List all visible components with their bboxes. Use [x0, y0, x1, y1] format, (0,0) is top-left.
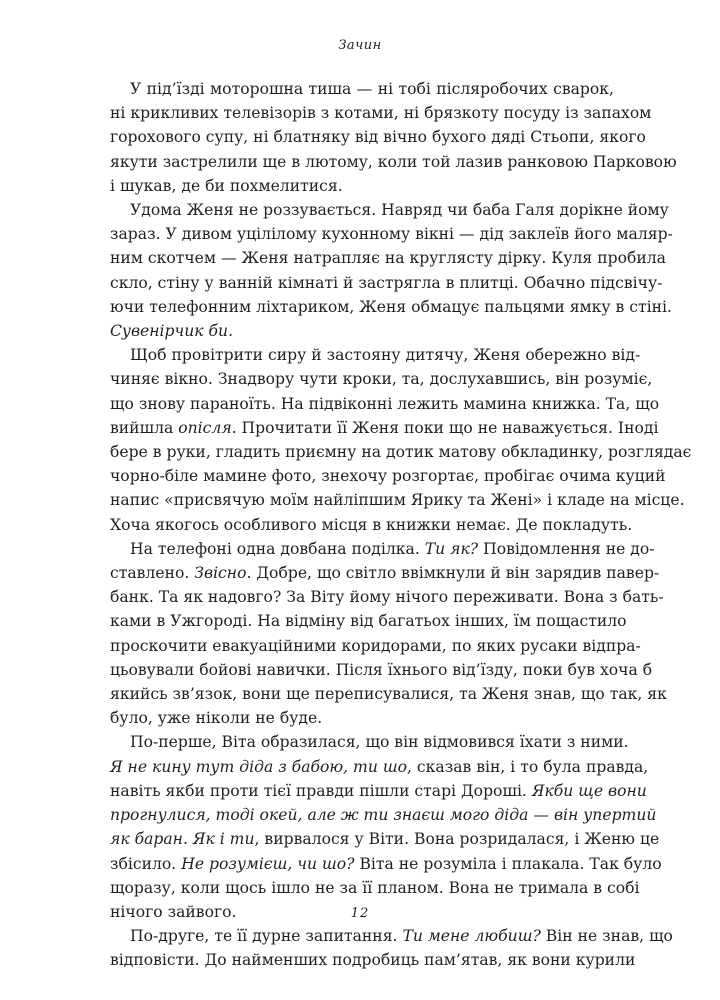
paragraph-3-line: чорно-біле мамине фото, знехочу розгортає, пробігає очима куций [110, 467, 666, 486]
page-body-text [110, 77, 692, 973]
page-number: 12 [350, 906, 370, 921]
paragraph-4-line: На телефоні одна довбана поділка. Ти як? Повідомлення не до- [130, 539, 655, 558]
paragraph-2-line: зараз. У дивом уцілілому кухонному вікні — дід заклеїв його маляр- [110, 225, 673, 244]
paragraph-2-line: ним скотчем — Женя натрапляє на круглясту дірку. Куля пробила [110, 249, 666, 268]
paragraph-3-line: бере в руки, гладить приємну на дотик матову обкладинку, розглядає [110, 443, 692, 462]
paragraph-5-line: збісило. Не розумієш, чи шо? Віта не розуміла і плакала. Так було [110, 854, 662, 873]
paragraph-1-line: горохового супу, ні блатняку від вічно бухого дяді Стьопи, якого [110, 128, 646, 147]
paragraph-1-line: ні крикливих телевізорів з котами, ні брязкоту посуду із запахом [110, 104, 652, 123]
paragraph-4-line: було, уже ніколи не буде. [110, 709, 323, 728]
paragraph-3-line: що знову параноїть. На підвіконні лежить мамина книжка. Та, що [110, 394, 660, 413]
paragraph-4-line: проскочити евакуаційними коридорами, по яких русаки відпра- [110, 636, 641, 655]
paragraph-4-line: ставлено. Звісно. Добре, що світло ввімкнули й він зарядив павер- [110, 564, 660, 583]
paragraph-2-line: скло, стіну у ванній кімнаті й застрягла в плитці. Обачно підсвічу- [110, 273, 663, 292]
paragraph-2-line: ючи телефонним ліхтариком, Женя обмацує пальцями ямку в стіні. [110, 297, 672, 316]
paragraph-5-line: навіть якби проти тієї правди пішли старі Дороші. Якби ще вони [110, 781, 647, 800]
paragraph-5-line: як баран. Як і ти, вирвалося у Віти. Вона розридалася, і Женю це [110, 830, 660, 849]
paragraph-5-line: Я не кину тут діда з бабою, ти шо, сказав він, і то була правда, [110, 757, 649, 776]
running-title: Зачин [338, 38, 382, 53]
paragraph-1-line: і шукав, де би похмелитися. [110, 176, 343, 195]
paragraph-4-line: банк. Та як надовго? За Віту йому нічого переживати. Вона з бать- [110, 588, 664, 607]
paragraph-1-line: У під’їзді моторошна тиша — ні тобі післяробочих сварок, [130, 80, 614, 98]
paragraph-1-line: якути застрелили ще в лютому, коли той лазив ранковою Парковою [110, 152, 677, 171]
paragraph-4-line: якийсь зв’язок, вони ще переписувалися, та Женя знав, що так, як [110, 685, 667, 704]
paragraph-2-line: Удома Женя не роззувається. Навряд чи баба Галя дорікне йому [130, 201, 669, 220]
paragraph-2-line: Сувенірчик би. [110, 322, 234, 341]
paragraph-5-line: По-перше, Віта образилася, що він відмовився їхати з ними. [130, 733, 629, 752]
paragraph-3-line: вийшла опісля. Прочитати її Женя поки що не наважується. Іноді [110, 418, 659, 437]
paragraph-6-line: відповісти. До найменших подробиць пам’ятав, як вони курили [110, 951, 636, 970]
paragraph-3-line: Щоб провітрити сиру й застояну дитячу, Женя обережно від- [130, 346, 641, 365]
paragraph-5-line: щоразу, коли щось ішло не за її планом. Вона не тримала в собі [110, 878, 640, 897]
paragraph-5-line: прогнулися, тоді окей, але ж ти знаєш мого діда — він упертий [110, 806, 657, 825]
paragraph-3-line: чиняє вікно. Знадвору чути кроки, та, дослухавшись, він розуміє, [110, 370, 653, 389]
paragraph-3-line: напис «присвячую моїм найліпшим Ярику та Жені» і кладе на місце. [110, 491, 685, 510]
paragraph-4-line: ками в Ужгороді. На відміну від багатьох інших, їм пощастило [110, 612, 627, 631]
paragraph-5-line: нічого зайвого. [110, 902, 237, 921]
paragraph-3-line: Хоча якогось особливого місця в книжки немає. Де покладуть. [110, 515, 633, 534]
paragraph-6-line: По-друге, те її дурне запитання. Ти мене любиш? Він не знав, що [130, 927, 673, 946]
paragraph-4-line: цьовували бойові навички. Після їхнього від’їзду, поки був хоча б [110, 660, 653, 679]
